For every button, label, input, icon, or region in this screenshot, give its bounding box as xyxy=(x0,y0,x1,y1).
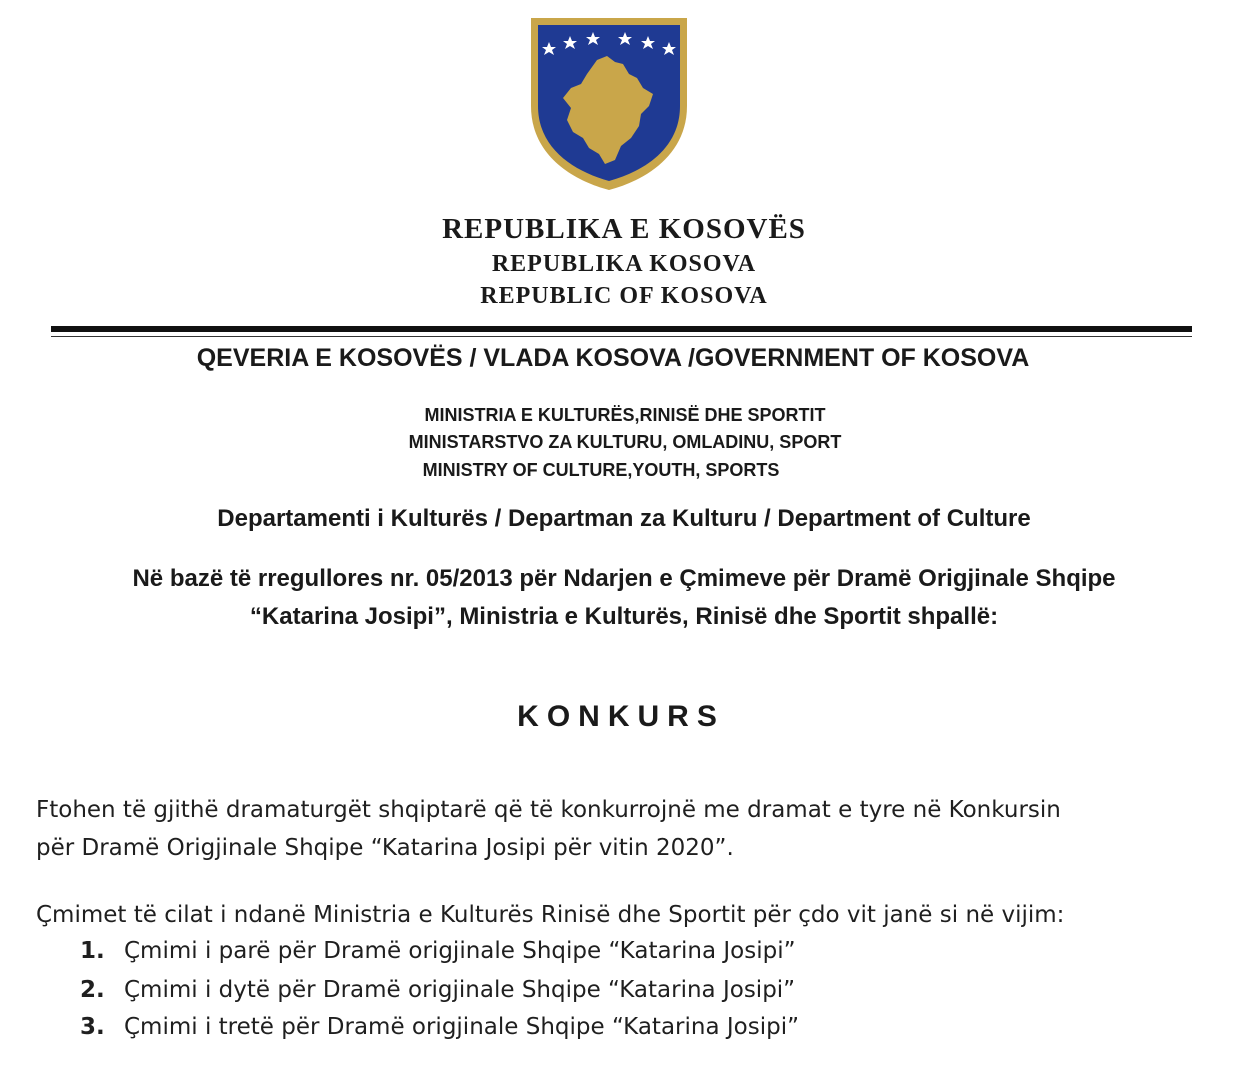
list-number: 2. xyxy=(80,977,105,1003)
list-item xyxy=(80,1014,799,1040)
government-heading: QEVERIA E KOSOVËS / VLADA KOSOVA /GOVERNMENT OF KOSOVA xyxy=(196,344,1030,372)
kosovo-coat-of-arms-icon xyxy=(527,14,691,192)
department-heading: Departamenti i Kulturës / Departman za Kulturu / Department of Culture xyxy=(217,505,1031,532)
ministry-name-english: MINISTRY OF CULTURE,YOUTH, SPORTS xyxy=(422,460,780,480)
republic-title-english: REPUBLIC OF KOSOVA xyxy=(480,283,768,309)
document-title: KONKURS xyxy=(517,700,725,733)
invitation-line-1: Ftohen të gjithë dramaturgët shqiptarë që të konkurrojnë me dramat e tyre në Konkursin xyxy=(36,797,1061,823)
list-text: Çmimi i dytë për Dramë origjinale Shqipe “Katarina Josipi” xyxy=(124,977,796,1003)
invitation-line-2: për Dramë Origjinale Shqipe “Katarina Josipi për vitin 2020”. xyxy=(36,835,734,861)
list-item xyxy=(80,977,795,1003)
republic-title-serbian: REPUBLIKA KOSOVA xyxy=(491,251,757,277)
list-text: Çmimi i tretë për Dramë origjinale Shqipe “Katarina Josipi” xyxy=(124,1014,800,1040)
intro-line-2: “Katarina Josipi”, Ministria e Kulturës, Rinisë dhe Sportit shpallë: xyxy=(249,603,999,630)
list-number: 3. xyxy=(80,1014,105,1040)
header-divider-thick xyxy=(51,326,1192,332)
header-divider-thin xyxy=(51,336,1192,337)
republic-title-albanian: REPUBLIKA E KOSOVËS xyxy=(442,213,806,245)
ministry-name-albanian: MINISTRIA E KULTURËS,RINISË DHE SPORTIT xyxy=(424,405,826,425)
ministry-name-serbian: MINISTARSTVO ZA KULTURU, OMLADINU, SPORT xyxy=(408,432,842,452)
list-number: 1. xyxy=(80,938,105,964)
intro-line-1: Në bazë të rregullores nr. 05/2013 për Ndarjen e Çmimeve për Dramë Origjinale Shqipe xyxy=(132,565,1116,592)
list-text: Çmimi i parë për Dramë origjinale Shqipe “Katarina Josipi” xyxy=(124,938,796,964)
list-item xyxy=(80,938,796,964)
prizes-intro: Çmimet të cilat i ndanë Ministria e Kulturës Rinisë dhe Sportit për çdo vit janë si në vijim: xyxy=(36,902,1065,928)
